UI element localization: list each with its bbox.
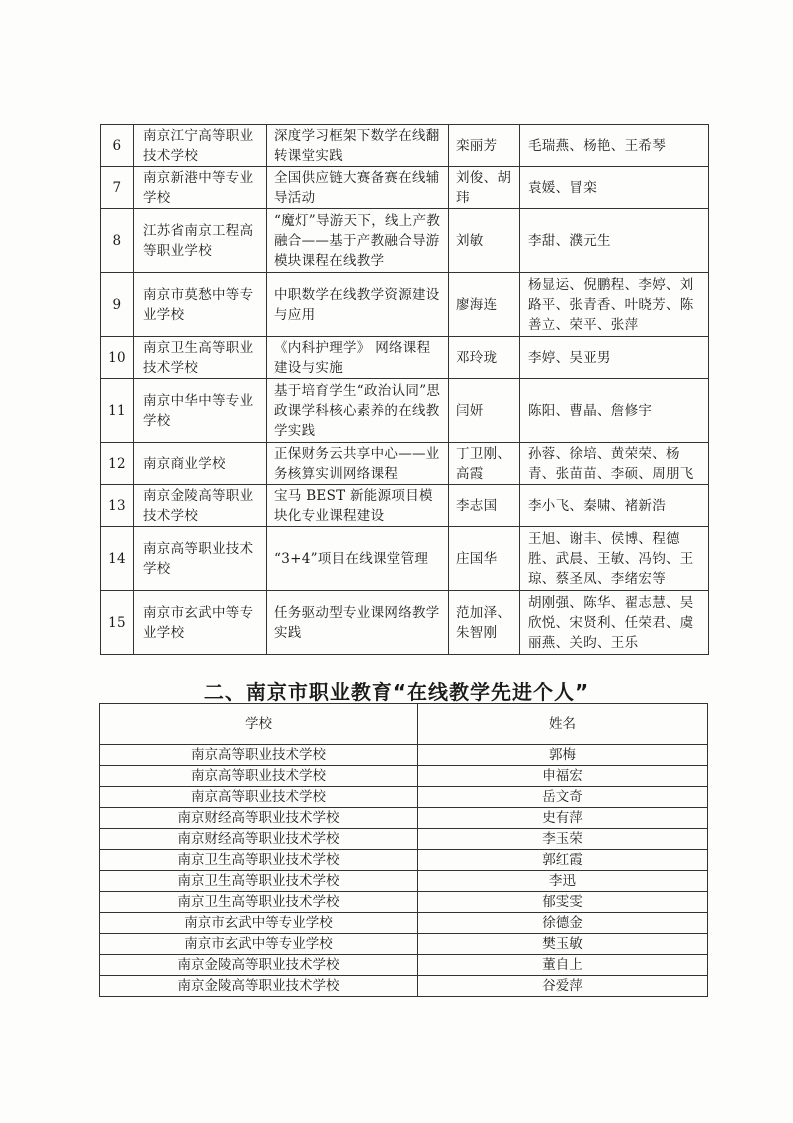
table-row [101, 167, 709, 209]
school-cell: 南京高等职业技术学校 [134, 527, 267, 591]
table-row [101, 273, 709, 337]
leader-cell: 邓玲珑 [449, 337, 520, 379]
section-title: 二、南京市职业教育“在线教学先进个人” [203, 680, 590, 704]
name-cell: 申福宏 [418, 766, 708, 787]
name-cell: 郭红霞 [418, 850, 708, 871]
row-number: 11 [101, 379, 134, 443]
table-row [100, 913, 708, 934]
members-cell: 杨显运、倪鹏程、李婷、刘路平、张青香、叶晓芳、陈善立、荣平、张萍 [520, 273, 709, 337]
table-header-row [100, 704, 708, 745]
leader-cell: 廖海连 [449, 273, 520, 337]
school-cell: 南京新港中等专业学校 [134, 167, 267, 209]
name-cell: 董自上 [418, 955, 708, 976]
members-cell: 李小飞、秦啸、褚新浩 [520, 485, 709, 527]
project-cell: 中职数学在线教学资源建设与应用 [267, 273, 449, 337]
school-cell: 南京卫生高等职业技术学校 [134, 337, 267, 379]
table-row [100, 976, 708, 997]
table-row [100, 745, 708, 766]
table-row [101, 443, 709, 485]
project-table [100, 124, 709, 655]
row-number: 12 [101, 443, 134, 485]
school-cell: 南京金陵高等职业技术学校 [100, 976, 418, 997]
school-cell: 南京市玄武中等专业学校 [134, 591, 267, 655]
table-row [100, 829, 708, 850]
school-cell: 南京市玄武中等专业学校 [100, 913, 418, 934]
project-cell: 宝马 BEST 新能源项目模块化专业课程建设 [267, 485, 449, 527]
school-cell: 南京江宁高等职业技术学校 [134, 125, 267, 167]
school-cell: 南京卫生高等职业技术学校 [100, 850, 418, 871]
individual-table-body [100, 745, 708, 997]
name-cell: 郁雯雯 [418, 892, 708, 913]
leader-cell: 栾丽芳 [449, 125, 520, 167]
project-table-body [101, 125, 709, 655]
table-row [101, 337, 709, 379]
name-cell: 徐德金 [418, 913, 708, 934]
table-row [100, 871, 708, 892]
school-cell: 南京高等职业技术学校 [100, 745, 418, 766]
header-name: 姓名 [418, 704, 708, 745]
individual-table [99, 703, 708, 997]
school-cell: 南京卫生高等职业技术学校 [100, 871, 418, 892]
leader-cell: 范加泽、朱智刚 [449, 591, 520, 655]
table-row [101, 485, 709, 527]
table-row [101, 209, 709, 273]
school-cell: 南京高等职业技术学校 [100, 766, 418, 787]
name-cell: 史有萍 [418, 808, 708, 829]
members-cell: 李婷、吴亚男 [520, 337, 709, 379]
leader-cell: 庄国华 [449, 527, 520, 591]
name-cell: 樊玉敏 [418, 934, 708, 955]
name-cell: 岳文奇 [418, 787, 708, 808]
table-row [101, 591, 709, 655]
table-row [100, 955, 708, 976]
members-cell: 毛瑞燕、杨艳、王希琴 [520, 125, 709, 167]
leader-cell: 李志国 [449, 485, 520, 527]
project-cell: 深度学习框架下数学在线翻转课堂实践 [267, 125, 449, 167]
name-cell: 郭梅 [418, 745, 708, 766]
school-cell: 南京金陵高等职业技术学校 [100, 955, 418, 976]
table-row [101, 379, 709, 443]
school-cell: 南京高等职业技术学校 [100, 787, 418, 808]
leader-cell: 刘俊、胡玮 [449, 167, 520, 209]
members-cell: 袁媛、冒栾 [520, 167, 709, 209]
row-number: 14 [101, 527, 134, 591]
name-cell: 谷爱萍 [418, 976, 708, 997]
table-row [100, 850, 708, 871]
project-cell: 任务驱动型专业课网络教学实践 [267, 591, 449, 655]
leader-cell: 闫妍 [449, 379, 520, 443]
row-number: 8 [101, 209, 134, 273]
school-cell: 南京市莫愁中等专业学校 [134, 273, 267, 337]
name-cell: 李迅 [418, 871, 708, 892]
row-number: 7 [101, 167, 134, 209]
project-cell: 全国供应链大赛备赛在线辅导活动 [267, 167, 449, 209]
table-row [101, 527, 709, 591]
school-cell: 南京商业学校 [134, 443, 267, 485]
table-row [100, 808, 708, 829]
header-school: 学校 [100, 704, 418, 745]
project-cell: 《内科护理学》 网络课程建设与实施 [267, 337, 449, 379]
row-number: 10 [101, 337, 134, 379]
school-cell: 南京财经高等职业技术学校 [100, 829, 418, 850]
school-cell: 南京中华中等专业学校 [134, 379, 267, 443]
row-number: 13 [101, 485, 134, 527]
leader-cell: 丁卫刚、高霞 [449, 443, 520, 485]
school-cell: 南京市玄武中等专业学校 [100, 934, 418, 955]
project-cell: “魔灯”导游天下，线上产教融合——基于产教融合导游模块课程在线教学 [267, 209, 449, 273]
school-cell: 南京金陵高等职业技术学校 [134, 485, 267, 527]
table-row [101, 125, 709, 167]
project-cell: 基于培育学生“政治认同”思政课学科核心素养的在线教学实践 [267, 379, 449, 443]
name-cell: 李玉荣 [418, 829, 708, 850]
school-cell: 江苏省南京工程高等职业学校 [134, 209, 267, 273]
project-cell: “3+4”项目在线课堂管理 [267, 527, 449, 591]
table-row [100, 766, 708, 787]
members-cell: 王旭、谢丰、侯博、程德胜、武晨、王敏、冯钧、王琼、蔡圣凤、李绪宏等 [520, 527, 709, 591]
members-cell: 陈阳、曹晶、詹修宇 [520, 379, 709, 443]
row-number: 9 [101, 273, 134, 337]
table-row [100, 787, 708, 808]
members-cell: 胡刚强、陈华、翟志慧、吴欣悦、宋贤利、任荣君、虞丽燕、关昀、王乐 [520, 591, 709, 655]
school-cell: 南京财经高等职业技术学校 [100, 808, 418, 829]
members-cell: 李甜、濮元生 [520, 209, 709, 273]
school-cell: 南京卫生高等职业技术学校 [100, 892, 418, 913]
table-row [100, 934, 708, 955]
row-number: 15 [101, 591, 134, 655]
members-cell: 孙蓉、徐培、黄荣荣、杨青、张苗苗、李硕、周朋飞 [520, 443, 709, 485]
project-cell: 正保财务云共享中心——业务核算实训网络课程 [267, 443, 449, 485]
row-number: 6 [101, 125, 134, 167]
table-row [100, 892, 708, 913]
leader-cell: 刘敏 [449, 209, 520, 273]
